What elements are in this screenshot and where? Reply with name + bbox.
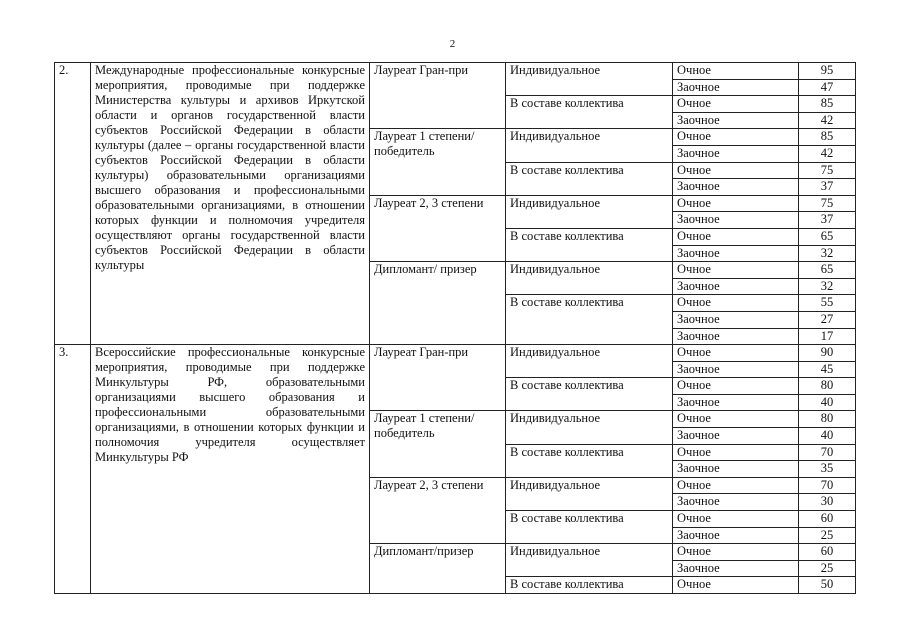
score-value: 75 (799, 195, 856, 212)
score-value: 37 (799, 212, 856, 229)
scores-table-body (55, 63, 856, 594)
score-value: 25 (799, 527, 856, 544)
score-value: 60 (799, 511, 856, 528)
score-value: 65 (799, 228, 856, 245)
participation-type: Индивидуальное (506, 477, 673, 510)
participation-form: Очное (673, 345, 799, 362)
participation-form: Очное (673, 195, 799, 212)
score-value: 80 (799, 411, 856, 428)
score-value: 25 (799, 560, 856, 577)
participation-form: Заочное (673, 328, 799, 345)
participation-form: Очное (673, 96, 799, 113)
participation-form: Заочное (673, 179, 799, 196)
award-place: Лауреат 2, 3 степени (370, 195, 506, 261)
participation-form: Заочное (673, 461, 799, 478)
participation-form: Очное (673, 228, 799, 245)
score-value: 90 (799, 345, 856, 362)
participation-type: В составе коллектива (506, 577, 673, 594)
score-value: 40 (799, 394, 856, 411)
award-place: Лауреат Гран-при (370, 345, 506, 411)
participation-form: Очное (673, 262, 799, 279)
participation-form: Заочное (673, 428, 799, 445)
participation-form: Очное (673, 162, 799, 179)
score-value: 37 (799, 179, 856, 196)
participation-form: Очное (673, 295, 799, 312)
score-value: 32 (799, 245, 856, 262)
participation-form: Очное (673, 477, 799, 494)
score-value: 80 (799, 378, 856, 395)
participation-form: Заочное (673, 79, 799, 96)
score-value: 17 (799, 328, 856, 345)
participation-type: В составе коллектива (506, 162, 673, 195)
participation-type: В составе коллектива (506, 228, 673, 261)
participation-form: Очное (673, 511, 799, 528)
event-description-cell (91, 345, 370, 594)
score-value: 75 (799, 162, 856, 179)
award-place: Дипломант/призер (370, 544, 506, 594)
participation-type: В составе коллектива (506, 444, 673, 477)
participation-form: Очное (673, 444, 799, 461)
award-place: Дипломант/ призер (370, 262, 506, 345)
participation-type: Индивидуальное (506, 544, 673, 577)
score-value: 47 (799, 79, 856, 96)
score-value: 32 (799, 278, 856, 295)
participation-type: В составе коллектива (506, 96, 673, 129)
participation-form: Очное (673, 129, 799, 146)
participation-form: Очное (673, 544, 799, 561)
page-number: 2 (449, 38, 456, 50)
table-row (55, 63, 856, 80)
score-value: 55 (799, 295, 856, 312)
item-number: 2. (55, 63, 91, 345)
table-row (55, 345, 856, 362)
score-value: 65 (799, 262, 856, 279)
participation-form: Заочное (673, 361, 799, 378)
score-value: 35 (799, 461, 856, 478)
participation-form: Очное (673, 577, 799, 594)
participation-form: Очное (673, 63, 799, 80)
participation-form: Заочное (673, 112, 799, 129)
score-value: 70 (799, 477, 856, 494)
participation-form: Заочное (673, 560, 799, 577)
participation-type: В составе коллектива (506, 511, 673, 544)
score-value: 42 (799, 112, 856, 129)
score-value: 50 (799, 577, 856, 594)
scores-table (54, 62, 856, 594)
score-value: 40 (799, 428, 856, 445)
score-value: 60 (799, 544, 856, 561)
participation-form: Заочное (673, 278, 799, 295)
participation-form: Заочное (673, 494, 799, 511)
participation-type: В составе коллектива (506, 295, 673, 345)
participation-form: Заочное (673, 145, 799, 162)
participation-form: Заочное (673, 245, 799, 262)
score-value: 42 (799, 145, 856, 162)
score-value: 27 (799, 311, 856, 328)
participation-type: Индивидуальное (506, 195, 673, 228)
award-place: Лауреат 1 степени/ победитель (370, 411, 506, 477)
score-value: 85 (799, 129, 856, 146)
award-place: Лауреат 2, 3 степени (370, 477, 506, 543)
event-description-cell (91, 63, 370, 345)
participation-type: Индивидуальное (506, 262, 673, 295)
score-value: 30 (799, 494, 856, 511)
participation-type: В составе коллектива (506, 378, 673, 411)
score-value: 70 (799, 444, 856, 461)
participation-form: Заочное (673, 394, 799, 411)
participation-form: Очное (673, 378, 799, 395)
item-number: 3. (55, 345, 91, 594)
participation-type: Индивидуальное (506, 411, 673, 444)
event-description: Международные профессиональные конкурсные мероприятия, проводимые при поддержке Министерства культуры и архивов Иркутской области и органов государственной власти субъектов Российской Федерации в области культуры (далее – органы государственной власти субъектов Российской Федерации в области культуры) образовательными организациями высшего образования и профессиональными образовательными организациями, в отношении которых функции и полномочия учредителя осуществляют органы государственной власти субъектов Российской Федерации в области культуры (95, 63, 365, 272)
award-place: Лауреат Гран-при (370, 63, 506, 129)
participation-type: Индивидуальное (506, 129, 673, 162)
participation-form: Очное (673, 411, 799, 428)
event-description: Всероссийские профессиональные конкурсные мероприятия, проводимые при поддержке Минкультуры РФ, образовательными организациями высшего образования и профессиональными образовательными организациями, в отношении которых функции и полномочия учредителя осуществляет Минкультуры РФ (95, 345, 365, 465)
participation-type: Индивидуальное (506, 63, 673, 96)
score-value: 45 (799, 361, 856, 378)
participation-form: Заочное (673, 527, 799, 544)
participation-form: Заочное (673, 212, 799, 229)
award-place: Лауреат 1 степени/ победитель (370, 129, 506, 195)
participation-form: Заочное (673, 311, 799, 328)
score-value: 95 (799, 63, 856, 80)
participation-type: Индивидуальное (506, 345, 673, 378)
score-value: 85 (799, 96, 856, 113)
